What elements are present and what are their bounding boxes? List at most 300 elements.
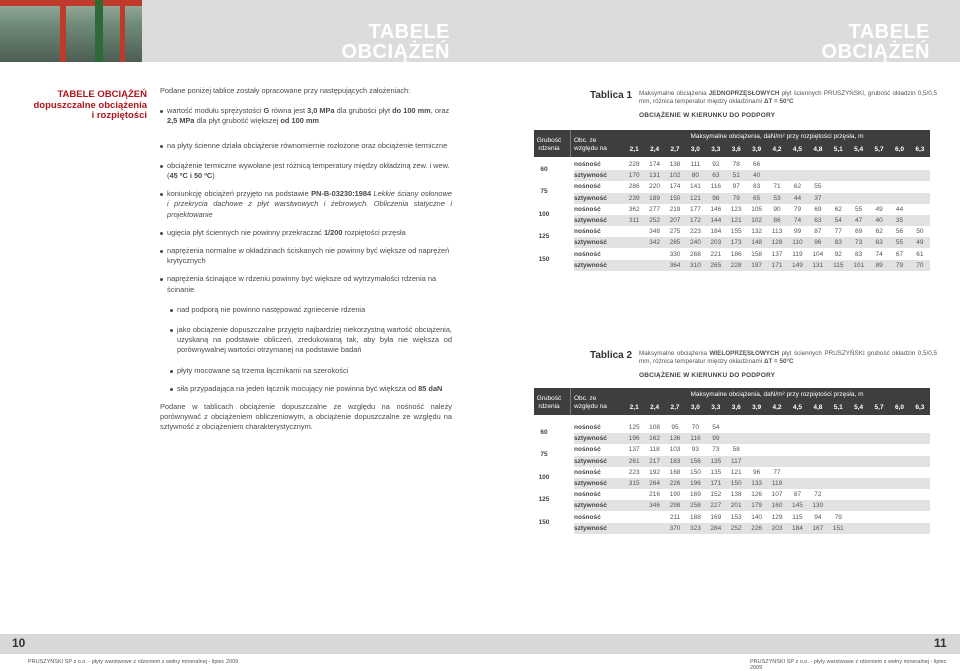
span-header: 6,3	[915, 146, 925, 153]
header-spans	[624, 404, 930, 411]
table-cell: 63	[814, 217, 822, 224]
table-cell	[869, 458, 889, 465]
table-row	[574, 433, 930, 444]
header-max-loads: Maksymalne obciążenia, daN/m² przy rozpiętości przęsła, m	[690, 391, 864, 398]
table-row	[574, 422, 930, 433]
table-cell	[726, 435, 746, 442]
table-cell: 172	[689, 217, 701, 224]
row-label: sztywność	[574, 524, 607, 532]
closing-text: Podane w tablicach obciążenie dopuszczalne ze względu na nośność należy porównywać z obciążeniem obliczeniowym, a obciążenie dopuszczalne ze względu na sztywność z obciążeniem charakterystycznym.	[160, 402, 452, 432]
table-cell: 49	[875, 205, 883, 213]
table-cell	[848, 435, 868, 442]
table-cell: 227	[710, 502, 722, 510]
table-row	[574, 170, 930, 181]
span-header: 3,0	[690, 404, 700, 411]
table-cell: 99	[712, 435, 720, 443]
span-header: 5,7	[874, 404, 884, 411]
table-cell: 128	[771, 239, 783, 247]
table-cell: 298	[669, 502, 681, 510]
span-header: 3,6	[731, 404, 741, 411]
table-header	[534, 130, 930, 157]
table-cell: 211	[669, 513, 681, 521]
table-row	[574, 500, 930, 511]
table-cell: 220	[649, 183, 661, 191]
table-cell	[889, 480, 909, 487]
span-header: 2,7	[670, 146, 680, 153]
span-header: 4,5	[792, 146, 802, 153]
table-cell	[848, 172, 868, 179]
table-cell: 217	[649, 457, 661, 465]
header-bar	[0, 0, 960, 62]
table-cell: 95	[671, 424, 679, 431]
table-cell: 323	[689, 524, 701, 532]
table-cell: 44	[793, 194, 802, 202]
table-cell: 189	[649, 194, 661, 202]
table-cell: 342	[649, 239, 661, 247]
table-cell	[889, 195, 909, 202]
table-cell	[869, 525, 889, 532]
footer-text-right: PRUSZYŃSKI SP z o.o. - płyty warstwowe z rdzeniem z wełny mineralnej - lipiec 2009	[750, 659, 947, 671]
table-cell	[910, 161, 930, 168]
table-cell: 150	[730, 480, 742, 487]
table-1-subtitle: OBCIĄŻENIE W KIERUNKU DO PODPORY	[639, 112, 776, 119]
table-cell: 77	[834, 228, 842, 236]
table-cell: 170	[628, 172, 640, 180]
table-cell: 90	[773, 205, 781, 213]
span-header: 3,6	[731, 146, 741, 153]
table-cell: 63	[875, 239, 883, 247]
row-label: nośność	[574, 250, 601, 258]
table-cell: 140	[751, 513, 763, 521]
table-cell	[889, 435, 909, 442]
table-cell	[869, 469, 889, 476]
table-cell	[910, 525, 930, 532]
table-cell: 131	[812, 261, 824, 269]
table-cell	[848, 469, 868, 476]
table-cell: 137	[628, 446, 640, 454]
table-cell: 92	[834, 250, 842, 258]
table-cell: 346	[649, 502, 661, 510]
thickness-label: 125	[538, 496, 550, 504]
table-cell: 62	[834, 205, 842, 213]
table-cell: 177	[689, 205, 701, 213]
table-cell	[828, 195, 848, 202]
table-cell	[889, 502, 909, 509]
row-label: sztywność	[574, 239, 607, 247]
table-cell: 261	[628, 457, 640, 465]
table-cell	[767, 435, 787, 442]
table-cell: 79	[895, 261, 904, 269]
table-cell	[644, 251, 664, 258]
span-header: 4,5	[792, 404, 802, 411]
table-cell: 37	[814, 194, 822, 202]
span-header: 3,9	[752, 146, 762, 153]
table-cell: 118	[649, 446, 660, 454]
table-cell: 79	[732, 194, 740, 202]
table-cell	[869, 161, 889, 168]
table-row	[574, 467, 930, 478]
table-cell: 149	[792, 261, 803, 269]
table-cell: 49	[916, 239, 924, 247]
table-cell	[848, 502, 868, 509]
table-cell: 169	[689, 491, 701, 499]
table-cell: 362	[628, 205, 640, 213]
table-cell: 184	[710, 228, 722, 236]
row-label: sztywność	[574, 172, 607, 180]
table-cell	[644, 262, 664, 269]
table-cell: 221	[710, 250, 722, 258]
table-cell	[910, 206, 930, 213]
table-cell	[848, 514, 868, 521]
table-cell: 96	[814, 239, 822, 247]
table-cell: 174	[649, 161, 661, 168]
table-cell: 123	[730, 205, 742, 213]
table-cell	[848, 458, 868, 465]
table-cell: 138	[669, 161, 681, 168]
table-cell	[869, 446, 889, 453]
table-cell	[828, 435, 848, 442]
header-load-type: Obc. ze względu na	[574, 137, 607, 152]
table-cell	[808, 480, 828, 487]
table-cell: 364	[669, 261, 681, 269]
table-cell	[848, 525, 868, 532]
table-cell: 54	[712, 424, 720, 431]
table-cell: 51	[732, 172, 740, 180]
intro-text: Podane poniżej tablice zostały opracowane przy następujących założeniach:	[160, 86, 411, 95]
table-cell: 203	[771, 524, 783, 532]
span-header: 4,2	[772, 404, 782, 411]
span-header: 3,0	[690, 146, 700, 153]
table-cell	[848, 183, 868, 190]
table-cell: 79	[793, 205, 802, 213]
table-cell: 168	[669, 468, 681, 476]
table-cell: 119	[792, 250, 803, 258]
table-cell: 277	[649, 205, 661, 213]
span-header: 4,2	[772, 146, 782, 153]
table-cell: 73	[712, 446, 720, 454]
assumption-item: naprężenia normalne w okładzinach ściskanych nie powinny być większe od naprężeń krytycznych	[160, 246, 452, 266]
table-cell	[848, 424, 868, 431]
table-cell: 61	[916, 250, 924, 258]
table-cell: 110	[792, 239, 803, 247]
table-cell: 183	[669, 457, 681, 465]
table-cell: 113	[771, 228, 783, 236]
table-cell: 69	[855, 228, 863, 236]
row-label: nośność	[574, 446, 601, 454]
row-label: nośność	[574, 228, 601, 236]
table-cell: 158	[751, 250, 763, 258]
table-cell: 70	[916, 261, 924, 269]
table-cell	[910, 458, 930, 465]
table-cell: 192	[649, 468, 661, 476]
table-cell: 63	[712, 172, 720, 180]
table-cell: 275	[669, 228, 681, 236]
table-cell: 186	[730, 250, 742, 258]
table-cell: 196	[628, 435, 640, 443]
table-cell	[889, 424, 909, 431]
table-cell: 50	[916, 228, 924, 236]
table-cell	[644, 525, 664, 532]
table-cell: 83	[855, 250, 863, 258]
table-cell: 96	[753, 468, 761, 476]
table-cell: 169	[710, 513, 722, 521]
table-cell	[869, 183, 889, 190]
table-cell	[746, 446, 766, 453]
table-cell	[808, 458, 828, 465]
table-cell: 78	[732, 161, 740, 168]
row-label: sztywność	[574, 194, 607, 202]
table-cell: 131	[649, 172, 661, 180]
table-cell	[869, 480, 889, 487]
row-label: sztywność	[574, 435, 607, 443]
table-cell	[869, 172, 889, 179]
table-cell	[910, 469, 930, 476]
table-2-caption: Maksymalne obciążenia WIELOPRZĘSŁOWYCH płyt ściennych PRUSZYŃSKI grubość okładzin 0,5/0,5 mm, różnica temperatur między okładzinami ΔT = 50°C	[639, 350, 937, 365]
table-cell: 223	[689, 228, 701, 236]
table-cell	[910, 424, 930, 431]
table-cell	[808, 172, 828, 179]
table-1-label: Tablica 1	[590, 90, 633, 101]
table-row	[574, 489, 930, 500]
table-cell: 310	[689, 261, 701, 269]
table-cell: 54	[834, 217, 842, 224]
table-cell	[787, 161, 807, 168]
table-cell	[910, 172, 930, 179]
footer-text-left: PRUSZYŃSKI SP z o.o. - płyty warstwowe z rdzeniem z wełny mineralnej - lipiec 2009	[28, 659, 239, 665]
table-cell: 47	[855, 217, 863, 224]
table-cell	[828, 469, 848, 476]
thickness-label: 150	[538, 255, 550, 263]
table-cell	[828, 458, 848, 465]
table-cell: 86	[773, 217, 781, 224]
table-cell: 71	[773, 183, 781, 191]
table-cell: 240	[689, 239, 701, 247]
table-cell: 83	[753, 183, 761, 191]
table-cell: 121	[689, 194, 701, 202]
table-cell	[910, 491, 930, 498]
table-cell	[787, 446, 807, 453]
table-cell	[910, 514, 930, 521]
table-cell	[787, 435, 807, 442]
table-cell: 93	[691, 446, 700, 454]
thickness-label: 150	[538, 518, 550, 526]
table-cell: 73	[855, 239, 863, 247]
row-label: nośność	[574, 468, 601, 476]
table-cell	[624, 525, 644, 532]
table-cell: 111	[690, 161, 701, 168]
table-cell	[787, 172, 807, 179]
row-label: sztywność	[574, 217, 607, 224]
table-cell: 152	[710, 491, 722, 499]
table-cell	[889, 183, 909, 190]
table-cell: 219	[669, 205, 681, 213]
table-cell	[828, 491, 848, 498]
table-1-caption: Maksymalne obciążenia JEDNOPRZĘSŁOWYCH płyt ściennych PRUSZYŃSKI, grubość okładzin 0,5/0,5 mm, różnica temperatur między okładzinami ΔT = 50°C	[639, 90, 937, 105]
table-cell: 156	[689, 457, 701, 465]
table-cell: 67	[895, 250, 904, 258]
row-label: sztywność	[574, 502, 607, 510]
table-cell	[889, 469, 909, 476]
table-cell: 196	[689, 480, 701, 487]
table-cell	[644, 514, 664, 521]
span-header: 3,9	[752, 404, 762, 411]
table-cell	[624, 228, 644, 235]
table-cell	[726, 424, 746, 431]
table-cell	[767, 172, 787, 179]
table-cell: 216	[649, 491, 661, 499]
table-row	[574, 456, 930, 467]
table-cell: 80	[691, 172, 700, 180]
table-cell: 130	[812, 502, 824, 510]
table-cell: 126	[751, 491, 763, 499]
thickness-label: 125	[538, 233, 550, 241]
header-photo	[0, 0, 142, 62]
table-cell	[828, 183, 848, 190]
span-header: 2,4	[650, 146, 660, 153]
table-cell	[746, 424, 766, 431]
table-cell: 265	[710, 261, 722, 269]
table-cell: 104	[812, 250, 824, 258]
table-cell	[848, 195, 868, 202]
table-cell	[808, 424, 828, 431]
table-cell	[910, 217, 930, 224]
table-row	[574, 204, 930, 215]
page-number-left: 10	[12, 636, 26, 650]
span-header: 6,0	[894, 404, 904, 411]
table-row	[574, 478, 930, 489]
table-cell: 151	[832, 524, 844, 532]
assumption-item: na płyty ścienne działa obciążenie równomiernie rozłożone oraz obciążenie termiczne	[160, 141, 452, 151]
table-cell	[767, 446, 787, 453]
table-cell	[910, 183, 930, 190]
sidebar-title: TABELE OBCIĄŻEŃ dopuszczalne obciążenia i rozpiętości	[33, 89, 147, 121]
assumption-item: naprężenia ścinające w rdzeniu powinny być większe od wytrzymałości rdzenia na ścinanie	[160, 274, 452, 294]
table-cell: 330	[669, 250, 681, 258]
thickness-label: 75	[540, 451, 548, 459]
table-cell	[746, 435, 766, 442]
table-cell: 44	[895, 205, 904, 213]
table-cell	[787, 480, 807, 487]
footer-bar	[0, 634, 960, 654]
table-cell: 66	[753, 161, 761, 168]
table-cell: 121	[730, 468, 742, 476]
table-cell	[828, 502, 848, 509]
table-cell	[808, 435, 828, 442]
table-cell: 103	[669, 446, 681, 454]
table-cell: 65	[753, 194, 761, 202]
table-cell	[910, 502, 930, 509]
header-thickness: Grubość rdzenia	[536, 137, 562, 152]
table-cell: 101	[853, 261, 865, 269]
table-cell: 228	[628, 161, 640, 168]
table-cell: 286	[628, 183, 640, 191]
table-cell	[848, 161, 868, 168]
header-max-loads: Maksymalne obciążenia, daN/m² przy rozpiętości przęsła, m	[690, 133, 864, 140]
table-cell: 311	[629, 217, 640, 224]
table-cell: 74	[875, 250, 883, 258]
assumption-item: koniunkcję obciążeń przyjęto na podstawie PN-B-03230:1984 Lekkie ściany osłonowe i przekrycia dachowe z płyt warstwowych i żebrowych. Obliczenia statyczne i projektowanie	[160, 189, 452, 220]
span-header: 2,7	[670, 404, 680, 411]
table-cell: 188	[689, 513, 701, 521]
table-cell: 117	[731, 457, 742, 465]
table-cell	[767, 424, 787, 431]
table-cell	[828, 161, 848, 168]
table-cell	[889, 525, 909, 532]
span-header: 5,7	[874, 146, 884, 153]
table-cell: 173	[730, 239, 742, 247]
span-header: 3,3	[711, 404, 721, 411]
table-cell: 116	[710, 183, 722, 191]
table-cell: 125	[628, 424, 640, 431]
span-header: 5,4	[854, 404, 864, 411]
table-cell: 315	[628, 480, 640, 487]
table-cell: 108	[649, 424, 661, 431]
table-cell: 40	[875, 217, 883, 224]
table-cell: 141	[689, 183, 701, 191]
table-cell	[808, 469, 828, 476]
table-cell: 132	[751, 228, 763, 236]
table-cell: 239	[628, 194, 640, 202]
table-cell: 107	[771, 491, 783, 499]
table-cell	[808, 161, 828, 168]
table-cell: 94	[814, 513, 822, 521]
table-cell: 40	[753, 172, 761, 180]
header-title-left: TABELE OBCIĄŻEŃ	[341, 21, 450, 63]
table-cell: 87	[814, 228, 822, 236]
table-cell	[910, 195, 930, 202]
row-label: nośność	[574, 491, 601, 499]
table-cell: 148	[751, 239, 763, 247]
table-cell: 72	[814, 491, 822, 499]
table-cell: 56	[895, 228, 904, 236]
span-header: 5,4	[854, 146, 864, 153]
table-cell: 98	[712, 194, 720, 202]
table-cell: 115	[833, 261, 844, 269]
table-cell: 201	[730, 502, 742, 510]
table-cell: 370	[669, 524, 681, 532]
assumption-item: ugięcia płyt ściennych nie powinny przekraczać 1/200 rozpiętości przęsła	[160, 228, 452, 238]
table-cell	[869, 502, 889, 509]
table-cell: 203	[710, 239, 722, 247]
table-cell: 115	[792, 513, 803, 521]
thickness-label: 60	[540, 166, 548, 173]
table-cell	[828, 446, 848, 453]
table-cell: 155	[730, 228, 742, 236]
table-cell	[828, 424, 848, 431]
table-cell: 136	[669, 435, 681, 443]
table-cell: 162	[649, 435, 661, 443]
table-cell: 135	[710, 468, 722, 476]
table-cell: 62	[793, 183, 802, 191]
span-header: 2,1	[629, 146, 639, 153]
table-row	[574, 512, 930, 523]
span-header: 4,8	[813, 146, 823, 153]
row-label: nośność	[574, 161, 601, 168]
row-label: nośność	[574, 205, 601, 213]
table-cell: 174	[669, 183, 681, 191]
table-cell: 258	[689, 502, 701, 510]
table-cell	[889, 491, 909, 498]
table-cell: 74	[793, 217, 802, 224]
table-cell: 190	[669, 491, 681, 499]
span-header: 4,8	[813, 404, 823, 411]
table-header	[534, 388, 930, 415]
table-1	[534, 88, 942, 278]
assumption-item: jako obciążenie dopuszczalne przyjęto najbardziej niekorzystną wartość obciążenia, uzyskaną na podstawie obliczeń, zredukowaną tak, aby była nie większa od porównywalnej wartości otrzymanej na podstawie badań	[170, 325, 452, 356]
table-cell	[869, 424, 889, 431]
table-cell	[767, 161, 787, 168]
thickness-label: 75	[540, 188, 548, 196]
